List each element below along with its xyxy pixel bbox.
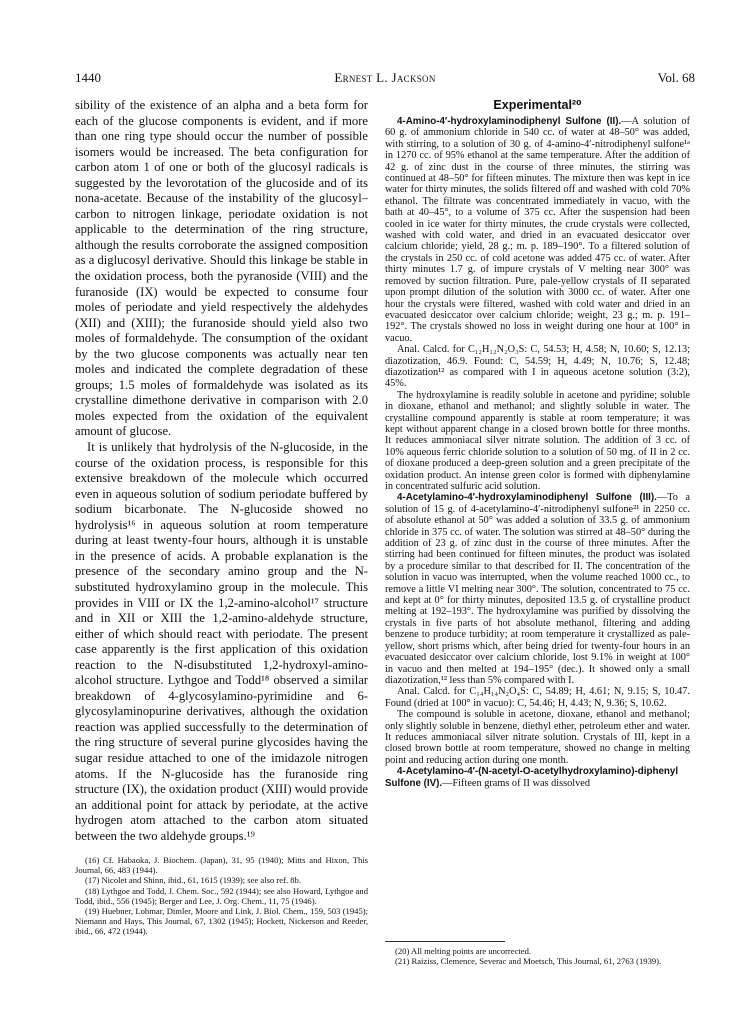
footnote: (18) Lythgoe and Todd, J. Chem. Soc., 592 (1944); see also Howard, Lythgoe and Todd, ibid., 556 (1945); Berger and Lee, J. Org. Chem., 11, 75 (1946). — [75, 885, 368, 906]
left-column — [75, 98, 368, 844]
body-paragraph: It is unlikely that hydrolysis of the N-glucoside, in the course of the oxidation process, is responsible for this extensive breakdown of the molecule which occurred even in aqueous solution of sodium periodate buffered by sodium bicarbonate. The N-glucoside showed no hydrolysis¹⁶ in aqueous solution at room temperature during at least twenty-four hours, although it is unstable in the presence of acids. A probable explanation is the presence of the secondary amino group and the N-substituted hydroxylamino group in the molecule. This provides in VIII or IX the 1,2-amino-alcohol¹⁷ structure and in XII or XIII the 1,2-amino-aldehyde structure, either of which should react with periodate. The present case apparently is the first application of this oxidation reaction to the N-disubstituted 1,2-hydroxyl-amino-alcohol structure. Lythgoe and Todd¹⁸ observed a similar breakdown of 4-glycosylamino-pyrimidine and 6-glycosylaminopurine derivatives, although the oxidation reaction was applied successfully to the determination of the ring structure of several purine glycosides having the sugar residue attached to one of the imidazole nitrogen atoms. If the N-glucoside has the furanoside ring structure (IX), the oxidation product (XIII) would provide an additional point for attack by periodate, at the active hydrogen atom attached to the carbon atom situated between the two aldehyde groups.¹⁹ — [75, 440, 368, 843]
body-paragraph: The hydroxylamine is readily soluble in acetone and pyridine; soluble in dioxane, ethanol and methanol; and slightly soluble in water. The crystalline compound apparently is stable at room temperature; it was kept without apparent change in a closed brown bottle for three months. It reduces ammoniacal silver nitrate solution. The addition of 3 cc. of 10% aqueous ferric chloride solution to a solution of 50 mg. of II in 2 cc. of dioxane produced a deep-green solution and a green precipitate of the oxidation product. An intense green color is formed with diphenylamine in concentrated sulfuric acid solution. — [385, 389, 690, 492]
compound-entry — [385, 116, 690, 344]
compound-procedure: —Fifteen grams of II was dissolved — [442, 777, 591, 789]
running-title: Ernest L. Jackson — [334, 70, 436, 85]
compound-name: 4-Acetylamino-4′-hydroxylaminodiphenyl Sulfone (III). — [397, 492, 657, 504]
body-paragraph: sibility of the existence of an alpha and a beta form for each of the glucose components is evident, and if more than one ring type should occur the number of possible isomers would be increased. The beta configuration for carbon atom 1 of one or both of the glucosyl radicals is suggested by the levorotation of the glucoside and of its nona-acetate. Because of the instability of the glucosyl–carbon to nitrogen linkage, periodate oxidation is not applicable to the determination of the ring structure, although the results corroborate the assigned composition as a diglucosyl derivative. Should this linkage be stable in the oxidation process, both the pyranoside (VIII) and the furanoside (IX) would be expected to consume four moles of periodate and yield respectively the aldehydes (XII) and (XIII); the furanoside should yield also two moles of formaldehyde. The consumption of the oxidant by the two glucose components was actually near ten moles and indicated the complete degradation of these groups; 1.5 moles of formaldehyde was isolated as its crystalline dimethone derivative in comparison with 2.0 moles expected from the oxidation of the equivalent amount of glucose. — [75, 98, 368, 439]
compound-entry — [385, 492, 690, 686]
footnote: (19) Huebner, Lohmar, Dimler, Moore and Link, J. Biol. Chem., 159, 503 (1945); Niemann and Hays, This Journal, 67, 1302 (1945); Hockett, Nickerson and Reeder, ibid., 66, 472 (1944). — [75, 906, 368, 937]
analysis-line: Anal. Calcd. for C₁₄H₁₄N₂O₄S: C, 54.89; H, 4.61; N, 9.15; S, 10.47. Found (dried at 100° in vacuo): C, 54.46; H, 4.43; N, 9.36; S, 10.62. — [385, 686, 690, 709]
footnote-rule — [385, 941, 505, 942]
body-paragraph: The compound is soluble in acetone, dioxane, ethanol and methanol; only slightly soluble in benzene, diethyl ether, petroleum ether and water. It reduces ammoniacal silver nitrate solution. Crystals of III, kept in a closed brown bottle at room temperature, showed no change in melting point and reducing action during one month. — [385, 709, 690, 766]
page-number: 1440 — [75, 70, 101, 85]
compound-name: 4-Acetylamino-4′-(N-acetyl-O-acetylhydroxylamino)-diphenyl Sulfone (IV). — [385, 766, 679, 789]
section-heading: Experimental²⁰ — [493, 98, 582, 112]
right-column — [385, 98, 690, 789]
right-footnotes — [385, 935, 690, 966]
footnote: (21) Raiziss, Clemence, Severac and Moetsch, This Journal, 61, 2763 (1939). — [395, 956, 662, 967]
compound-procedure: —To a solution of 15 g. of 4-acetylamino-4′-nitrodiphenyl sulfone²¹ in 2250 cc. of absolute ethanol at 50° was added a solution of 33.5 g. of ammonium chloride in 375 cc. of water. The solution was stirred at 48–50° during the addition of 23 g. of zinc dust in the course of three minutes. After the stirring had been continued for fifteen minutes, the product was isolated by a procedure similar to that described for II. The concentration of the solution in vacuo was interrupted, when the volume reached 1000 cc., to remove a little VI melting near 300°. The solution, concentrated to 75 cc. and kept at 0° for thirty minutes, deposited 13.5 g. of crystalline product melting at 192–193°. The hydroxylamine was purified by dissolving the crystals in five parts of hot absolute methanol, filtering and adding benzene to produce turbidity; at room temperature it crystallized as pale-yellow, short prisms which, after being dried for twenty-four hours in an evacuated desiccator over calcium chloride, lost 9.1% in weight at 100° in vacuo and then melted at 194–195° (dec.). It showed only a small diazotization,¹² less than 5% compared with I. — [385, 492, 690, 686]
compound-name: 4-Amino-4′-hydroxylaminodiphenyl Sulfone (II). — [397, 116, 622, 127]
page-header — [75, 70, 695, 86]
volume-label: Vol. 68 — [657, 70, 695, 85]
footnote: (16) Cf. Habaoka, J. Biochem. (Japan), 31, 95 (1940); Mitts and Hixon, This Journal, 66, 483 (1944). — [75, 855, 368, 876]
compound-procedure: —A solution of 60 g. of ammonium chloride in 540 cc. of water at 48–50° was added, with stirring, to a solution of 30 g. of 4-amino-4′-nitrodiphenyl sulfone¹ᵃ in 1270 cc. of 95% ethanol at the same temperature. After the addition of 42 g. of zinc dust in the course of three minutes, the stirring was continued at 48–50° for fifteen minutes. The mixture then was kept in ice water for thirty minutes, the solids filtered off and washed with cold 70% ethanol. The filtrate was concentrated immediately in vacuo, with the bath at 40–45°, to a volume of 375 cc. After the suspension had been cooled in ice water for thirty minutes, the crude crystals were collected, washed with cold water, and dried in an evacuated desiccator over calcium chloride; yield, 28 g.; m. p. 189–190°. To a filtered solution of the crystals in 250 cc. of cold acetone was added 475 cc. of water. After thirty minutes 1.7 g. of impure crystals of V melting near 300° was removed by suction filtration. Pure, pale-yellow crystals of II separated upon prompt dilution of the solution with 3000 cc. of water. After one hour the crystals were filtered, washed with cold water and dried in an evacuated desiccator over calcium chloride; weight, 23 g.; m. p. 191–192°. The crystals showed no loss in weight during one hour at 100° in vacuo. — [385, 116, 691, 344]
analysis-line: Anal. Calcd. for C₁₂H₁₂N₂O₃S: C, 54.53; H, 4.58; N, 10.60; S, 12.13; diazotization, 46.9. Found: C, 54.59; H, 4.49; N, 10.76; S, 12.48; diazotization¹² as compared with I in aqueous acetone solution (3:2), 45%. — [385, 344, 690, 390]
footnote: (17) Nicolet and Shinn, ibid., 61, 1615 (1939); see also ref. 8b. — [85, 875, 301, 886]
compound-entry — [385, 766, 690, 789]
left-footnotes — [75, 855, 368, 937]
footnote: (20) All melting points are uncorrected. — [395, 946, 532, 956]
